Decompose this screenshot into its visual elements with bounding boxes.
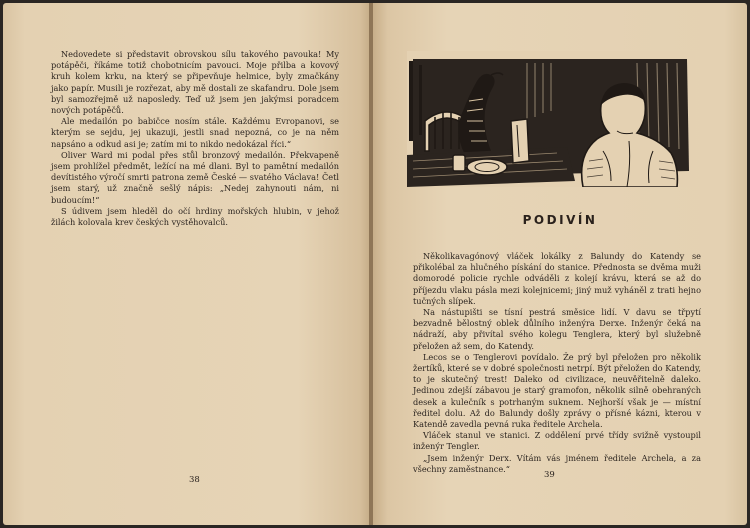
chapter-illustration	[407, 51, 695, 187]
right-paragraph: Vláček stanul ve stanici. Z oddělení prvé třídy svižně vystoupil inženýr Tengler.	[413, 430, 701, 452]
right-paragraph: Několikavagónový vláček lokálky z Balundy do Katendy se přikolébal za hlučného pískání do stanice. Přednosta se dvěma muži domorodé policie rychle odváděli z kolejí krávu, která se až do příjezdu vlaku pásla mezi kolejnicemi; jiný muž vyháněl z trati hejno tučných slípek.	[413, 251, 701, 306]
right-page	[373, 3, 747, 525]
right-page-text	[413, 251, 701, 475]
left-paragraph: Ale medailón po babičce nosím stále. Každému Evropanovi, se kterým se sejdu, jej ukazuji, jestli snad nepozná, co je na něm napsáno a odkud asi je; zatím mi to nikdo nedokázal říci.“	[51, 116, 339, 149]
right-paragraph: Na nástupišti se tísní pestrá směsice lidí. V davu se třpytí bezvadně bělostný oblek důlního inženýra Derxe. Inženýr čeká na nádraží, aby přivítal svého kolegu Tenglera, který byl služebně přeložen až sem, do Katendy.	[413, 307, 701, 351]
left-paragraph: Nedovedete si představit obrovskou sílu takového pavouka! My potápěči, říkáme totiž chobotnicím pavouci. Moje přilba a kovový kruh kolem krku, na který se připevňuje helmice, byly zmačkány jako papír. Musili je rozřezat, aby mě dostali ze skafandru. Dole jsem byl samozřejmě už naposledy. Teď už jsem jen jakýmsi poradcem nových potápěčů.	[51, 49, 339, 116]
left-paragraph: S údivem jsem hleděl do očí hrdiny mořských hlubin, v jehož žilách kolovala krev českých vystěhovalců.	[51, 205, 339, 228]
right-paragraph: Lecos se o Tenglerovi povídalo. Že prý byl přeložen pro několik žertíků, které se v dobré společnosti netrpí. Být přeložen do Katendy, to je skutečný trest! Daleko od civilizace, neuvěřitelně daleko. Jedinou zdejší zábavou je starý gramofon, několik silně obehraných desek a kulečník s potrhaným suknem. Nejhorší však je — místní ředitel dolu. Až do Balundy došly zprávy o přísné kázni, kterou v Katendě zavedla pevná ruka ředitele Archela.	[413, 351, 701, 430]
right-page-number: 39	[544, 470, 555, 480]
left-paragraph: Oliver Ward mi podal přes stůl bronzový medailón. Překvapeně jsem prohlížel předmět, ležící na mé dlani. Byl to pamětní medailón devítistého výročí smrti patrona země České — svatého Václava! Četl jsem starý, už značně sešlý nápis: „Nedej zahynouti nám, ni budoucím!“	[51, 149, 339, 205]
woodcut-illustration	[407, 51, 695, 187]
chapter-title: PODIVÍN	[522, 213, 598, 227]
left-page	[3, 3, 371, 525]
open-book	[3, 3, 747, 525]
right-paragraph: „Jsem inženýr Derx. Vítám vás jménem ředitele Archela, a za všechny zaměstnance.“	[413, 452, 701, 474]
left-page-number: 38	[189, 475, 200, 485]
left-page-text	[51, 49, 339, 228]
